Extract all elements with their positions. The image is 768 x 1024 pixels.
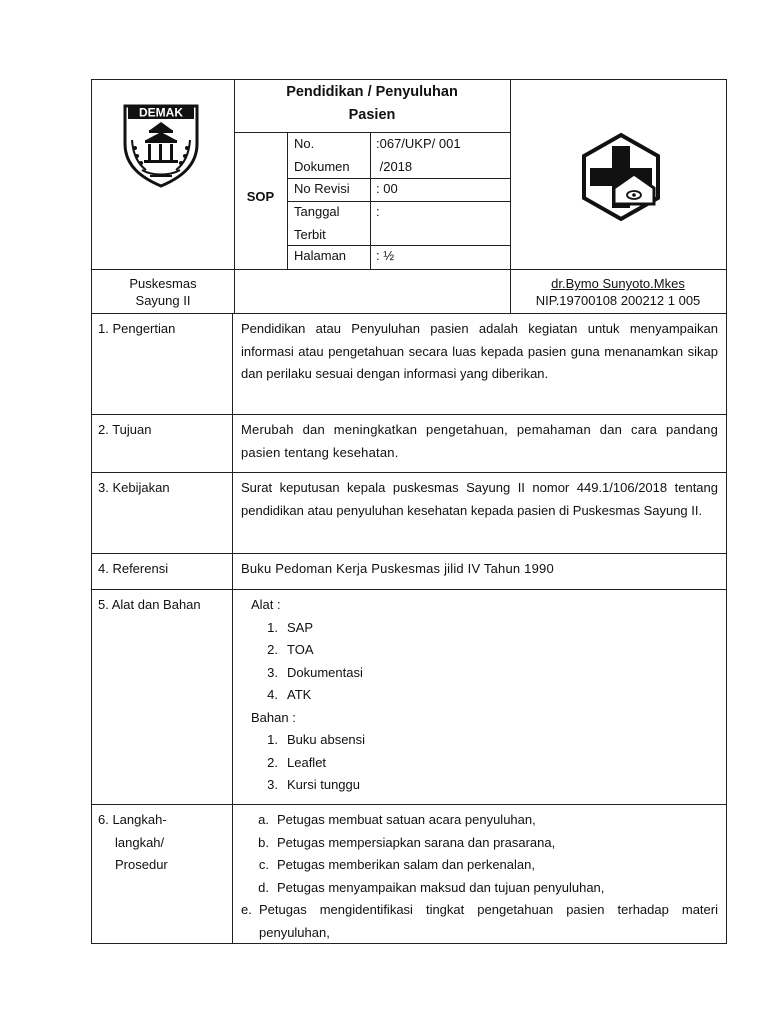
title-line-2: Pasien xyxy=(348,107,396,123)
alat-list xyxy=(251,617,718,707)
document-title xyxy=(234,80,510,127)
text-tujuan: Merubah dan meningkatkan pengetahuan, pemahaman dan cara pandang pasien tentang kesehatan. xyxy=(232,415,726,472)
label-kebijakan: 3. Kebijakan xyxy=(98,480,170,495)
field-tanggal-terbit-value: : xyxy=(376,204,380,219)
label-referensi: 4. Referensi xyxy=(98,561,169,576)
list-item: e. Petugas mengidentifikasi tingkat pengetahuan pasien terhadap materi penyuluhan, xyxy=(241,902,718,940)
puskesmas-name: Puskesmas Sayung II xyxy=(129,276,197,308)
list-item: a. Petugas membuat satuan acara penyuluhan, xyxy=(258,812,536,827)
head-nip: NIP.19700108 200212 1 005 xyxy=(535,293,701,308)
text-pengertian: Pendidikan atau Penyuluhan pasien adalah kegiatan untuk menyampaikan informasi atau pengetahuan secara luas kepada pasien guna menanamkan sikap dan perilaku sesuai dengan informasi yang diberikan. xyxy=(232,314,726,414)
alat-heading: Alat : xyxy=(251,597,281,612)
demak-regency-emblem-icon xyxy=(120,100,202,188)
label-tujuan: 2. Tujuan xyxy=(98,422,152,437)
text-referensi: Buku Pedoman Kerja Puskesmas jilid IV Tahun 1990 xyxy=(232,554,726,589)
row-referensi xyxy=(92,554,726,590)
list-item: 1. Buku absensi xyxy=(267,732,366,747)
emblem-text: DEMAK xyxy=(139,105,183,120)
field-no-dokumen-label: No. Dokumen xyxy=(294,136,350,174)
list-item: b. Petugas mempersiapkan sarana dan prasarana, xyxy=(258,834,556,850)
puskesmas-logo-icon xyxy=(576,132,666,222)
head-name: dr.Bymo Sunyoto.Mkes xyxy=(551,276,685,291)
title-line-1: Pendidikan / Penyuluhan xyxy=(286,84,458,100)
row-kebijakan xyxy=(92,473,726,554)
bahan-list xyxy=(251,729,718,797)
list-item: c. Petugas memberikan salam dan perkenalan, xyxy=(258,857,535,872)
row-tujuan xyxy=(92,415,726,473)
list-item: 1. SAP xyxy=(267,619,314,635)
field-no-revisi-label: No Revisi xyxy=(294,181,350,196)
label-alat-bahan: 5. Alat dan Bahan xyxy=(98,597,201,612)
text-kebijakan: Surat keputusan kepala puskesmas Sayung II nomor 449.1/106/2018 tentang pendidikan atau penyuluhan kesehatan kepada pasien di Puskesmas Sayung II. xyxy=(232,473,726,553)
field-halaman-value: : ½ xyxy=(376,248,395,263)
field-no-dokumen-value: :067/UKP/ 001 /2018 xyxy=(376,136,461,174)
list-item: 2. TOA xyxy=(267,642,314,657)
list-item: 4. ATK xyxy=(267,687,312,702)
label-langkah: 6. Langkah- langkah/ Prosedur xyxy=(98,812,168,872)
label-pengertian: 1. Pengertian xyxy=(98,321,176,336)
head-signature xyxy=(510,275,726,309)
alat-bahan-content xyxy=(232,590,726,804)
sop-label: SOP xyxy=(246,189,275,204)
field-tanggal-terbit-label: Tanggal Terbit xyxy=(294,204,340,242)
list-item: 3. Dokumentasi xyxy=(267,664,363,680)
row-pengertian xyxy=(92,314,726,415)
sop-document-table xyxy=(91,79,727,944)
list-item: 3. Kursi tunggu xyxy=(267,777,360,792)
row-langkah xyxy=(92,805,726,943)
row-alat-bahan xyxy=(92,590,726,805)
list-item: 2. Leaflet xyxy=(267,754,327,770)
bahan-heading: Bahan : xyxy=(251,709,296,725)
field-no-revisi-value: : 00 xyxy=(376,181,398,196)
document-header xyxy=(92,80,726,270)
list-item: d. Petugas menyampaikan maksud dan tujuan penyuluhan, xyxy=(258,879,605,895)
langkah-content xyxy=(232,805,726,943)
signature-row xyxy=(92,270,726,314)
field-halaman-label: Halaman xyxy=(294,248,347,263)
